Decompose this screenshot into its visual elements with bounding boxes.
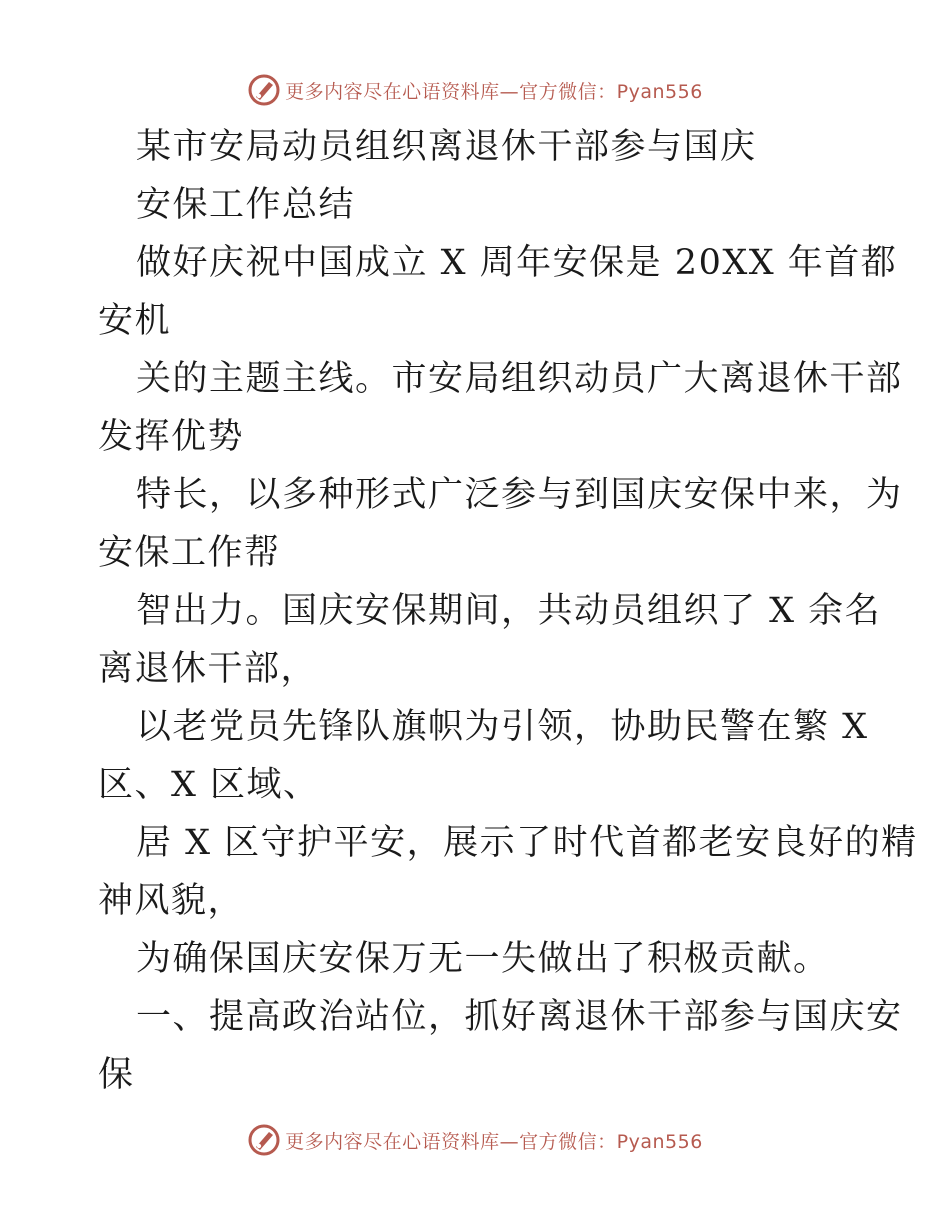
body-line: 神风貌，: [98, 881, 245, 921]
body-line: 关的主题主线。市安局组织动员广大离退休干部: [136, 359, 903, 399]
pen-seal-icon: [247, 1123, 281, 1157]
body-line: 为确保国庆安保万无一失做出了积极贡献。: [136, 939, 830, 979]
body-line: 特长，以多种形式广泛参与到国庆安保中来，为: [136, 475, 903, 515]
body-line: 安机: [98, 301, 172, 341]
footer-banner-text: 更多内容尽在心语资料库—官方微信：Pyan556: [285, 1130, 703, 1153]
header-banner: [0, 68, 950, 112]
body-line: 智出力。国庆安保期间，共动员组织了 X 余名: [136, 591, 882, 631]
title-line-2: 安保工作总结: [136, 185, 356, 225]
header-banner-text: 更多内容尽在心语资料库—官方微信：Pyan556: [285, 80, 703, 103]
pen-seal-icon: [247, 73, 281, 107]
section-heading-line: 保: [98, 1055, 135, 1095]
body-line: 发挥优势: [98, 417, 245, 457]
footer-banner: [0, 1118, 950, 1162]
body-line: 做好庆祝中国成立 X 周年安保是 20XX 年首都: [136, 243, 898, 283]
section-heading-line: 一、提高政治站位，抓好离退休干部参与国庆安: [136, 997, 903, 1037]
document-body: [98, 118, 918, 1104]
body-line: 离退休干部，: [98, 649, 318, 689]
body-line: 居 X 区守护平安，展示了时代首都老安良好的精: [136, 823, 918, 863]
body-line: 安保工作帮: [98, 533, 281, 573]
body-line: 区、X 区域、: [98, 765, 320, 805]
body-line: 以老党员先锋队旗帜为引领，协助民警在繁 X: [136, 707, 869, 747]
title-line-1: 某市安局动员组织离退休干部参与国庆: [136, 127, 757, 167]
